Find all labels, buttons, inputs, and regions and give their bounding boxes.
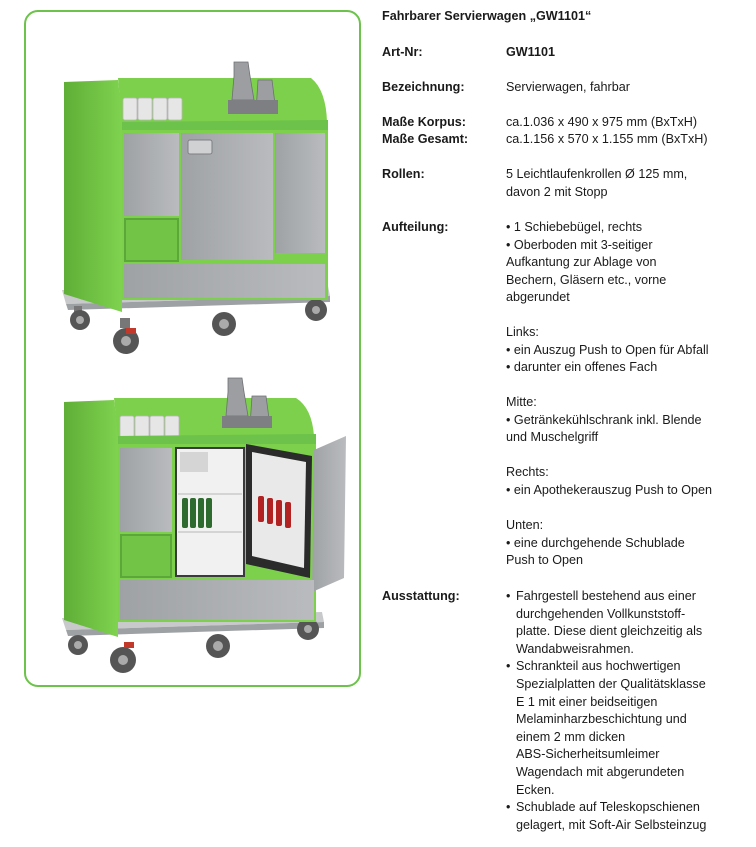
list-item: abgerundet [506, 290, 570, 305]
masse-korpus-value: ca.1.036 x 490 x 975 mm (BxTxH) [506, 115, 698, 129]
bullet-line: gelagert, mit Soft-Air Selbsteinzug [516, 817, 707, 832]
list-item: Push to Open [506, 553, 584, 568]
art-nr-value: GW1101 [506, 45, 556, 59]
bezeichnung-label: Bezeichnung: [382, 80, 465, 94]
rollen-line: 5 Leichtlaufenkrollen Ø 125 mm, [506, 167, 688, 181]
bullet-line: Schrankteil aus hochwertigen [516, 659, 681, 674]
bullet-line: Wagendach mit abgerundeten [516, 764, 685, 779]
list-item: • ein Apothekerauszug Push to Open [506, 482, 713, 497]
group-heading: Links: [506, 325, 539, 339]
trolley-closed-image [62, 62, 330, 354]
trolley-open-image [62, 378, 346, 673]
masse-gesamt-value: ca.1.156 x 570 x 1.155 mm (BxTxH) [506, 132, 708, 146]
rollen-line: davon 2 mit Stopp [506, 184, 608, 199]
list-item [506, 799, 752, 834]
group-heading: Rechts: [506, 465, 549, 479]
list-item: • ein Auszug Push to Open für Abfall [506, 342, 709, 357]
masse-korpus-label: Maße Korpus: [382, 115, 466, 129]
ausstattung-bullets [506, 588, 752, 834]
list-item: • Oberboden mit 3-seitiger [506, 237, 653, 252]
group-heading: Unten: [506, 518, 544, 532]
aufteilung-label: Aufteilung: [382, 220, 449, 234]
product-illustration [26, 12, 363, 689]
list-item: und Muschelgriff [506, 430, 599, 445]
group-rechts [506, 464, 752, 499]
bullet-dot: • [506, 659, 511, 674]
list-item: • darunter ein offenes Fach [506, 360, 658, 375]
bullet-dot: • [506, 800, 511, 815]
art-nr-label: Art-Nr: [382, 45, 423, 59]
aufteilung-top-bullets [506, 219, 752, 307]
list-item: Bechern, Gläsern etc., vorne [506, 272, 667, 287]
bullet-line: einem 2 mm dicken [516, 729, 626, 744]
bullet-line: Melaminharzbeschichtung und [516, 712, 687, 727]
bullet-line: Wandabweisrahmen. [516, 641, 634, 656]
group-unten [506, 517, 752, 570]
bullet-line: Spezialplatten der Qualitätsklasse [516, 676, 706, 691]
bullet-dot: • [506, 589, 511, 603]
rollen-label: Rollen: [382, 167, 425, 181]
list-item: • eine durchgehende Schublade [506, 535, 685, 550]
group-mitte [506, 394, 752, 447]
bullet-line: Schublade auf Teleskopschienen [516, 800, 700, 815]
list-item: • 1 Schiebebügel, rechts [506, 220, 643, 234]
product-title: Fahrbarer Servierwagen „GW1101“ [382, 9, 592, 23]
bullet-line: platte. Diese dient gleichzeitig als [516, 624, 703, 639]
list-item: Aufkantung zur Ablage von [506, 255, 657, 270]
bullet-line: durchgehenden Vollkunststoff- [516, 606, 686, 621]
rollen-value [506, 166, 752, 201]
list-item [506, 658, 752, 799]
group-links [506, 324, 752, 377]
bullet-line: ABS-Sicherheitsumleimer [516, 747, 660, 762]
bullet-line: E 1 mit einer beidseitigen [516, 694, 658, 709]
list-item: • Getränkekühlschrank inkl. Blende [506, 412, 702, 427]
masse-gesamt-label: Maße Gesamt: [382, 132, 469, 146]
bezeichnung-value: Servierwagen, fahrbar [506, 80, 630, 94]
bullet-line: Fahrgestell bestehend aus einer [516, 589, 696, 603]
bullet-line: Ecken. [516, 782, 555, 797]
ausstattung-label: Ausstattung: [382, 589, 460, 603]
group-heading: Mitte: [506, 395, 537, 409]
product-image-panel [24, 10, 361, 687]
list-item [506, 588, 752, 658]
